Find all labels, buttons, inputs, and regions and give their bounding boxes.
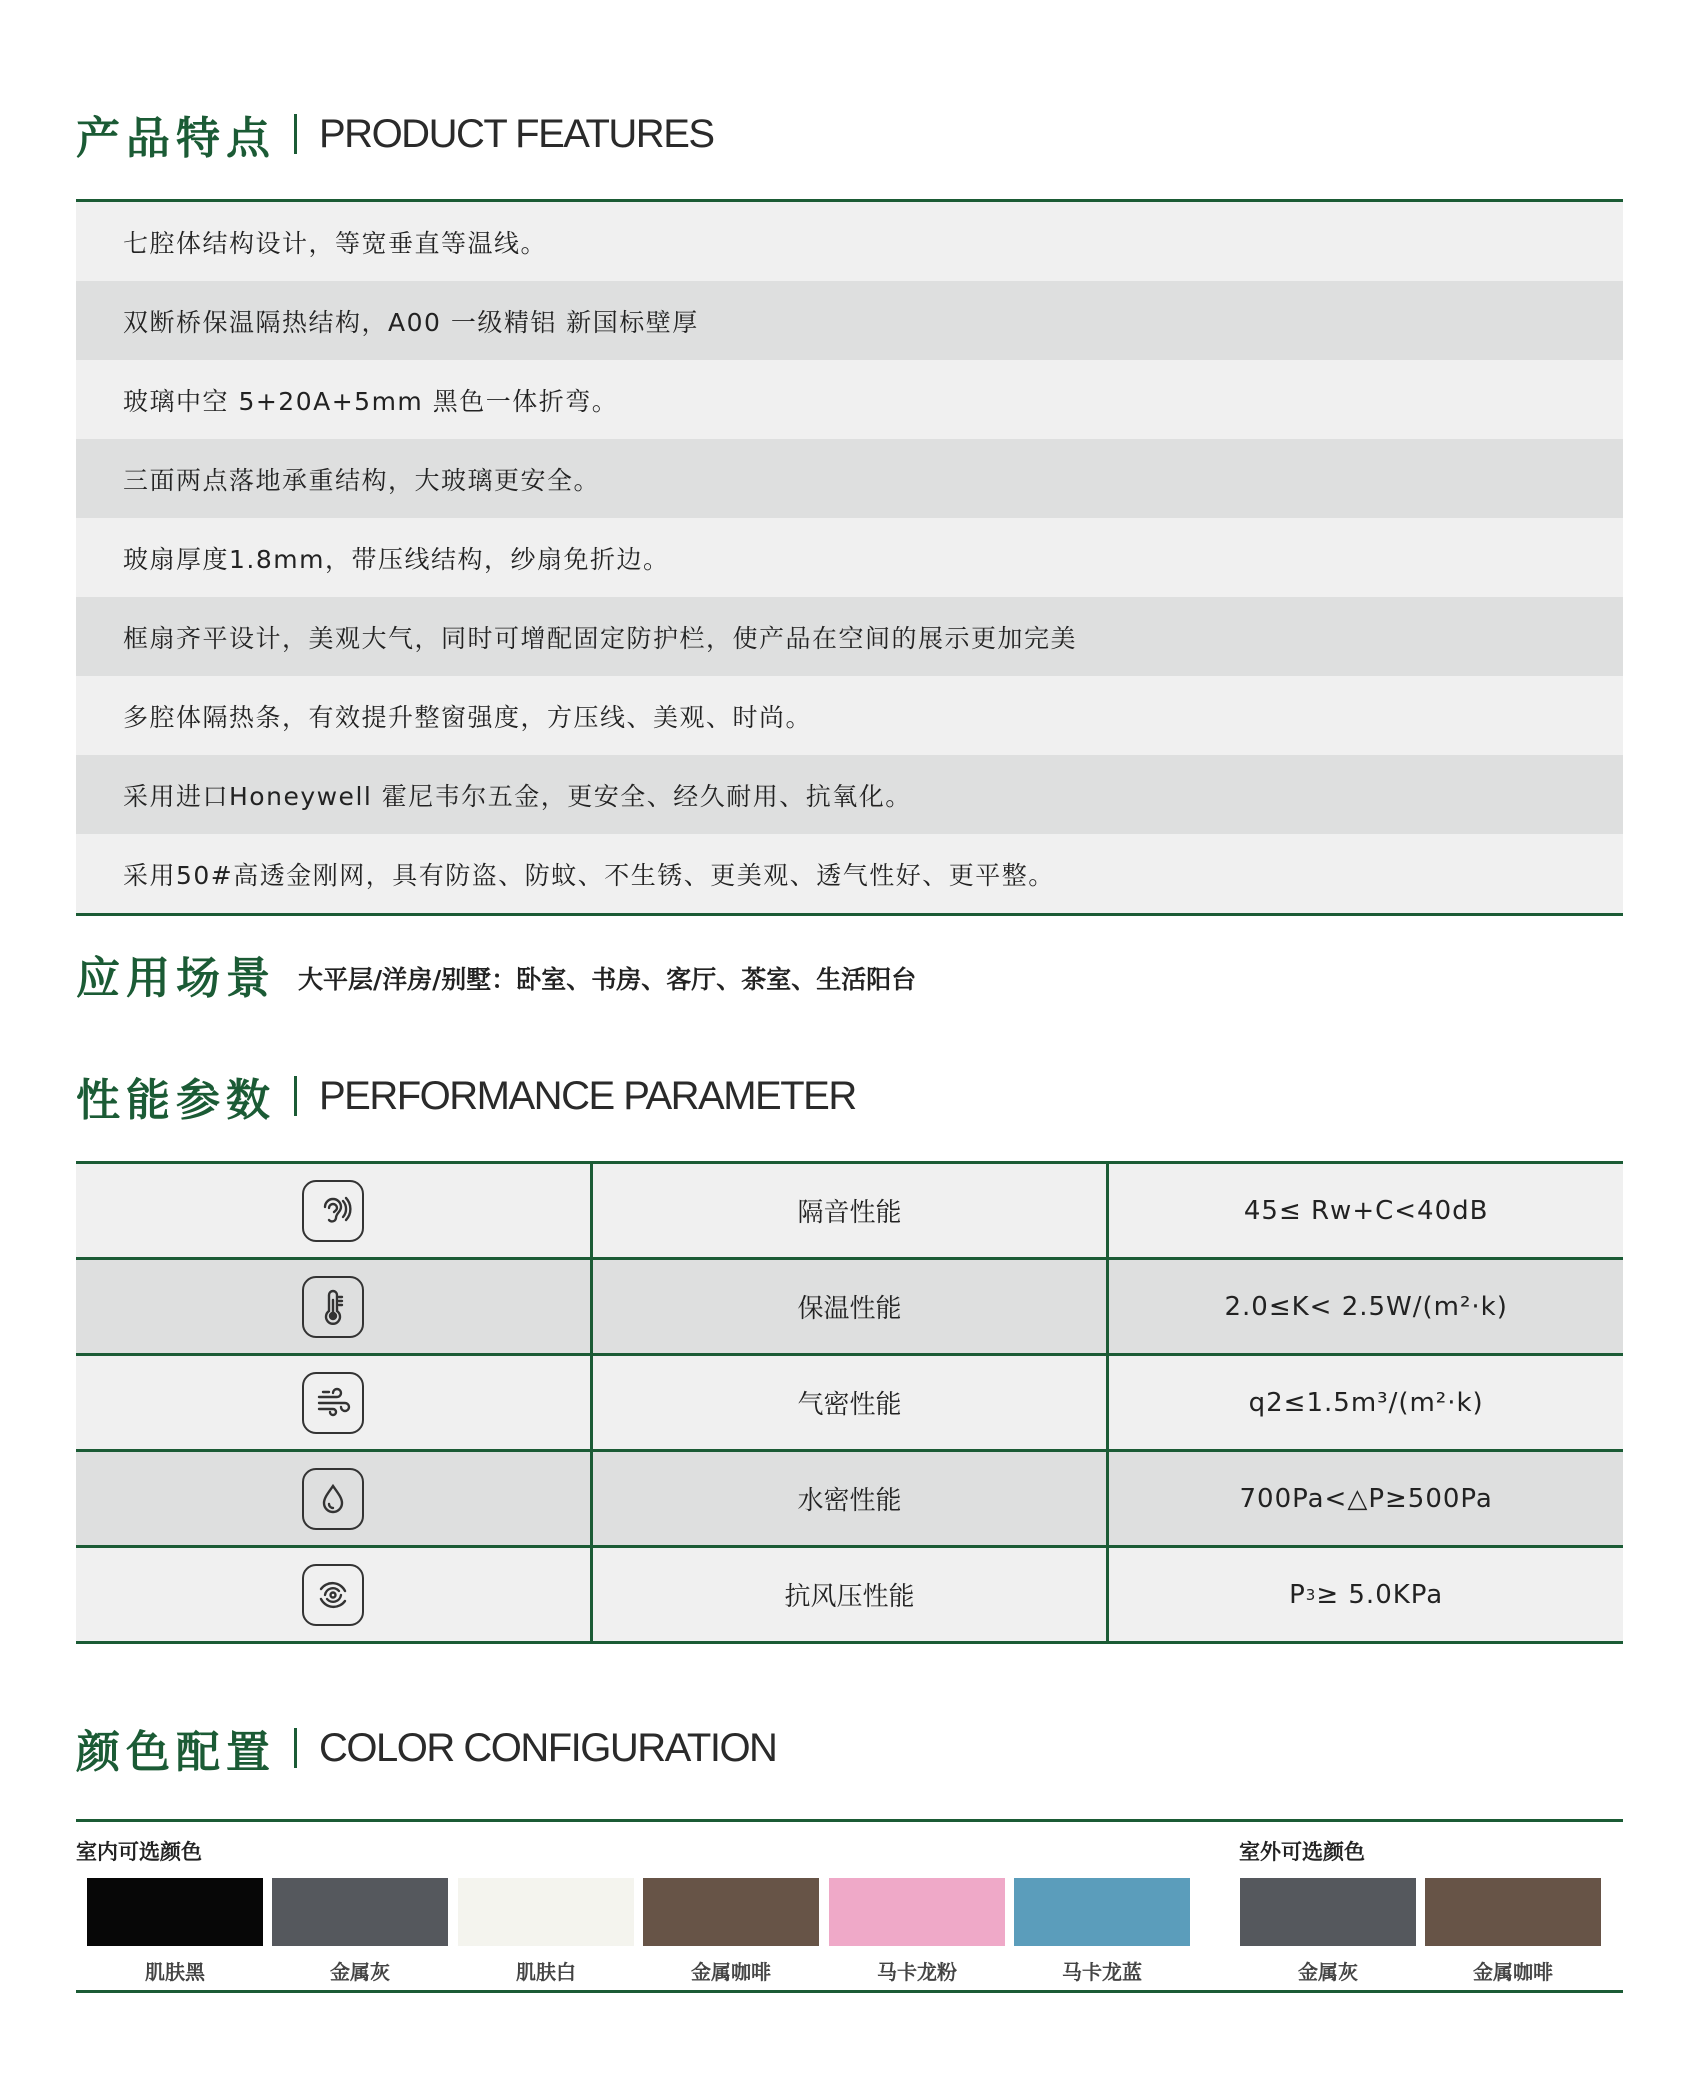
icon-cell xyxy=(76,1260,590,1353)
features-list xyxy=(76,199,1623,916)
icon-cell xyxy=(76,1548,590,1641)
color-swatch xyxy=(1425,1878,1601,1946)
heading-divider xyxy=(294,114,297,154)
feature-item: 多腔体隔热条，有效提升整窗强度，方压线、美观、时尚。 xyxy=(76,676,1623,755)
feature-item: 玻扇厚度1.8mm，带压线结构，纱扇免折边。 xyxy=(76,518,1623,597)
performance-title-cn: 性能参数 xyxy=(76,1075,276,1126)
table-row xyxy=(76,1452,1623,1548)
swatch-label: 金属咖啡 xyxy=(691,1960,771,1984)
color-swatch xyxy=(272,1878,448,1946)
swatch-label: 金属咖啡 xyxy=(1473,1960,1553,1984)
outdoor-colors-label: 室外可选颜色 xyxy=(1239,1840,1365,1864)
color-swatch xyxy=(87,1878,263,1946)
param-value: q2≤1.5m³/(m²·k) xyxy=(1106,1356,1623,1449)
param-name: 气密性能 xyxy=(590,1356,1107,1449)
feature-item: 玻璃中空 5+20A+5mm 黑色一体折弯。 xyxy=(76,360,1623,439)
color-swatch xyxy=(1014,1878,1190,1946)
swatch-label: 肌肤黑 xyxy=(145,1960,205,1984)
heading-divider xyxy=(294,1076,297,1116)
value-suffix: ≥ 5.0KPa xyxy=(1316,1579,1444,1610)
icon-cell xyxy=(76,1452,590,1545)
cyclone-icon xyxy=(302,1564,364,1626)
value-prefix: P xyxy=(1289,1579,1306,1610)
features-heading xyxy=(76,104,714,164)
swatch-label: 马卡龙蓝 xyxy=(1062,1960,1142,1984)
param-value: 2.0≤K< 2.5W/(m²·k) xyxy=(1106,1260,1623,1353)
swatch-label: 金属灰 xyxy=(1298,1960,1358,1984)
param-name: 隔音性能 xyxy=(590,1164,1107,1257)
color-swatch xyxy=(829,1878,1005,1946)
color-swatch xyxy=(458,1878,634,1946)
swatch-label: 肌肤白 xyxy=(516,1960,576,1984)
param-value: 700Pa<△P≥500Pa xyxy=(1106,1452,1623,1545)
param-name: 抗风压性能 xyxy=(590,1548,1107,1641)
table-row xyxy=(76,1260,1623,1356)
color-swatch xyxy=(1240,1878,1416,1946)
swatch-label: 马卡龙粉 xyxy=(877,1960,957,1984)
wind-icon xyxy=(302,1372,364,1434)
param-name: 保温性能 xyxy=(590,1260,1107,1353)
feature-item: 双断桥保温隔热结构，A00 一级精铝 新国标壁厚 xyxy=(76,281,1623,360)
application-title-cn: 应用场景 xyxy=(76,953,276,1004)
icon-cell xyxy=(76,1164,590,1257)
param-value xyxy=(1106,1548,1623,1641)
performance-heading xyxy=(76,1066,856,1126)
color-configuration xyxy=(76,1819,1623,1993)
indoor-colors-label: 室内可选颜色 xyxy=(76,1840,202,1864)
feature-item: 三面两点落地承重结构，大玻璃更安全。 xyxy=(76,439,1623,518)
features-title-en: PRODUCT FEATURES xyxy=(319,111,714,156)
icon-cell xyxy=(76,1356,590,1449)
swatch-label: 金属灰 xyxy=(330,1960,390,1984)
feature-item: 采用进口Honeywell 霍尼韦尔五金，更安全、经久耐用、抗氧化。 xyxy=(76,755,1623,834)
feature-item: 框扇齐平设计，美观大气，同时可增配固定防护栏，使产品在空间的展示更加完美 xyxy=(76,597,1623,676)
application-heading xyxy=(76,944,916,1004)
ear-icon xyxy=(302,1180,364,1242)
table-row xyxy=(76,1548,1623,1641)
value-subscript: 3 xyxy=(1305,1585,1317,1604)
color-heading xyxy=(76,1718,776,1778)
heading-divider xyxy=(294,1728,297,1768)
table-row xyxy=(76,1164,1623,1260)
color-swatch xyxy=(643,1878,819,1946)
application-text: 大平层/洋房/别墅：卧室、书房、客厅、茶室、生活阳台 xyxy=(298,965,917,994)
feature-item: 七腔体结构设计，等宽垂直等温线。 xyxy=(76,202,1623,281)
thermometer-icon xyxy=(302,1276,364,1338)
color-title-en: COLOR CONFIGURATION xyxy=(319,1725,777,1770)
table-row xyxy=(76,1356,1623,1452)
water-drop-icon xyxy=(302,1468,364,1530)
param-value: 45≤ Rw+C<40dB xyxy=(1106,1164,1623,1257)
feature-item: 采用50#高透金刚网，具有防盗、防蚊、不生锈、更美观、透气性好、更平整。 xyxy=(76,834,1623,913)
features-title-cn: 产品特点 xyxy=(76,113,276,164)
performance-table xyxy=(76,1161,1623,1644)
color-title-cn: 颜色配置 xyxy=(76,1727,276,1778)
param-name: 水密性能 xyxy=(590,1452,1107,1545)
performance-title-en: PERFORMANCE PARAMETER xyxy=(319,1073,856,1118)
